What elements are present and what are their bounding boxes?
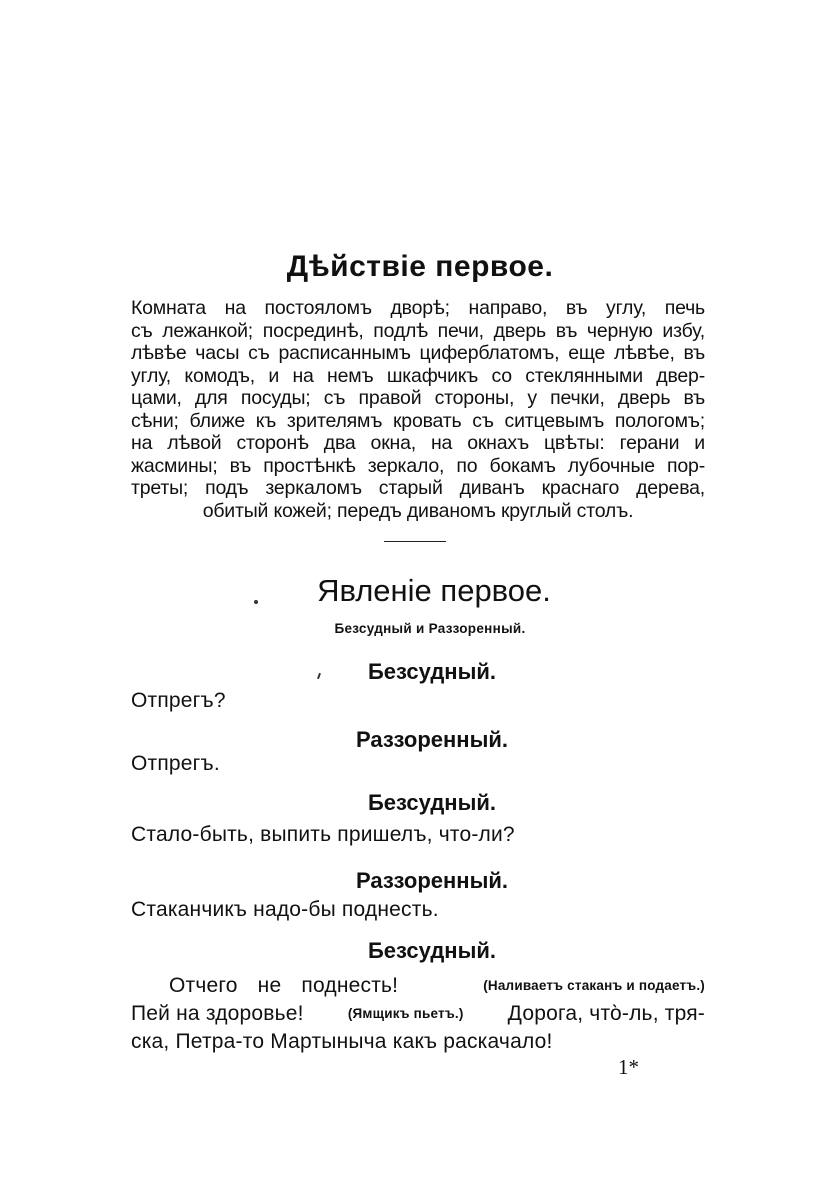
- stage-direction: [131, 297, 705, 522]
- stage-direction-line: лѣвѣе часы съ расписаннымъ циферблатомъ, еще лѣвѣе, въ: [131, 342, 705, 364]
- section-divider: [384, 541, 446, 542]
- stage-direction-last-line: обитый кожей; передъ диваномъ круглый столъ.: [202, 499, 634, 522]
- act-title: Дѣйствіе первое.: [286, 250, 554, 283]
- stage-remark: (Наливаетъ стаканъ и подаетъ.): [483, 978, 705, 993]
- stage-direction-line: на лѣвой сторонѣ два окна, на окнахъ цвѣты: герани и: [131, 432, 705, 454]
- scene-characters: Безсудный и Раззоренный.: [334, 621, 526, 636]
- dialogue-text: Отчего не поднесть!: [169, 974, 399, 997]
- speaker-name: Безсудный.: [367, 790, 497, 815]
- page-number: 1*: [618, 1055, 639, 1079]
- speaker-name: Раззоренный.: [355, 868, 509, 893]
- stage-direction-line: сѣни; ближе къ зрителямъ кровать съ ситцевымъ пологомъ;: [131, 409, 705, 432]
- dialogue-line: Отпрегъ.: [131, 752, 220, 775]
- stage-direction-line: углу, комодъ, и на немъ шкафчикъ со стеклянными двер-: [131, 364, 705, 387]
- stage-direction-line: цами, для посуды; съ правой стороны, у печки, дверь въ: [131, 387, 705, 409]
- dialogue-text: Дорога, что̀-ль, тря-: [507, 1002, 705, 1025]
- dialogue-row: [131, 972, 705, 1000]
- dialogue-line: Отпрегъ?: [131, 689, 226, 712]
- dialogue-line: Стаканчикъ надо-бы поднесть.: [131, 898, 439, 921]
- stage-direction-line: Комната на постояломъ дворѣ; направо, въ углу, печь: [131, 297, 705, 319]
- stage-direction-line: жасмины; въ простѣнкѣ зеркало, по бокамъ лубочные пор-: [131, 454, 705, 477]
- speaker-name: Безсудный.: [367, 659, 497, 684]
- speaker-name: Раззоренный.: [355, 727, 509, 752]
- dialogue-text: Пей на здоровье!: [131, 1002, 304, 1025]
- stage-remark: (Ямщикъ пьетъ.): [347, 1006, 464, 1021]
- dialogue-paragraph: [131, 972, 705, 1056]
- speaker-name: Безсудный.: [367, 938, 497, 963]
- dialogue-row: ска, Петра-то Мартыныча какъ раскачало!: [131, 1030, 553, 1053]
- dialogue-row: [131, 1000, 705, 1028]
- dialogue-line: Стало-быть, выпить пришелъ, что-ли?: [131, 823, 515, 846]
- scene-title: Явленіе первое.: [317, 573, 551, 608]
- stage-direction-line: треты; подъ зеркаломъ старый диванъ краснаго дерева,: [131, 477, 705, 499]
- stage-direction-line: съ лежанкой; посрединѣ, подлѣ печи, дверь въ черную избу,: [131, 319, 705, 342]
